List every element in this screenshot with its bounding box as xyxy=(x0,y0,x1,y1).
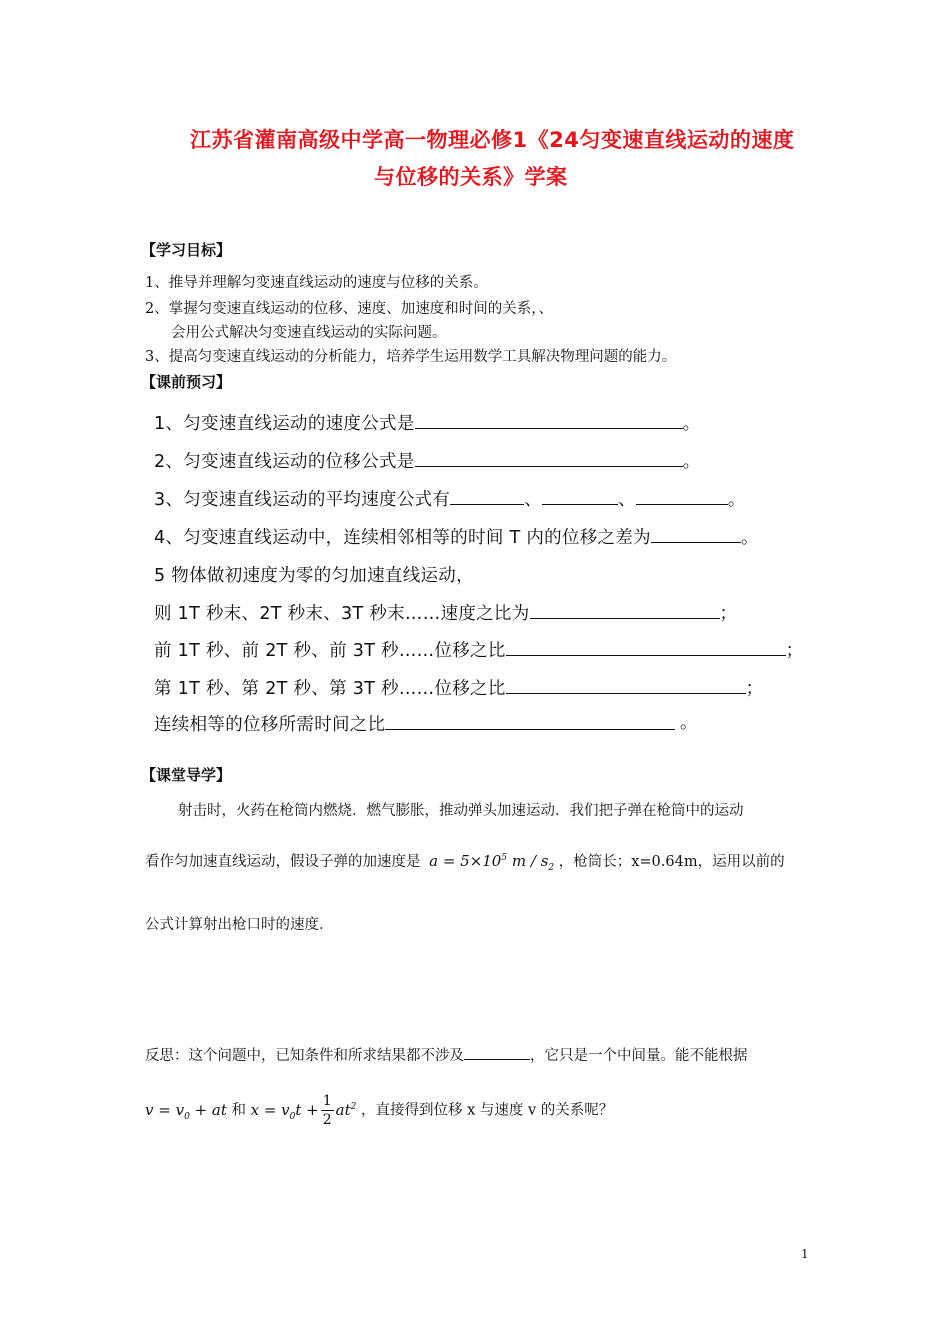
answer-blank[interactable] xyxy=(464,1045,530,1061)
preview-question-5: 5 物体做初速度为零的匀加速直线运动， xyxy=(154,566,474,586)
acceleration-formula: $a = 5\times 10^5$ m / $s_2$ xyxy=(429,852,555,873)
question-text: 4、匀变速直线运动中，连续相邻相等的时间 T 内的位移之差为 xyxy=(154,528,651,548)
goal-item: 1、推导并理解匀变速直线运动的速度与位移的关系。 xyxy=(145,275,488,291)
paragraph-text: 看作匀加速直线运动，假设子弹的加速度是 xyxy=(145,854,421,870)
answer-blank[interactable] xyxy=(415,411,683,430)
preview-heading: 【课前预习】 xyxy=(141,373,232,391)
answer-blank[interactable] xyxy=(506,676,746,695)
punct: 。 xyxy=(682,452,701,472)
goal-item: 3、提高匀变速直线运动的分析能力，培养学生运用数学工具解决物理问题的能力。 xyxy=(145,349,677,365)
punct: ； xyxy=(719,604,738,624)
punct: ； xyxy=(745,679,764,699)
punct: 。 xyxy=(680,713,698,733)
punct: 。 xyxy=(740,528,759,548)
preview-question-3 xyxy=(154,486,746,511)
fraction-one-half: $\frac{1}{2}$ xyxy=(322,1093,332,1128)
punct: 。 xyxy=(727,490,746,510)
reflection-line2 xyxy=(145,1092,613,1129)
answer-blank[interactable] xyxy=(385,712,675,731)
paragraph-text: ，直接得到位移 x 与速度 v 的关系呢？ xyxy=(361,1102,614,1119)
answer-blank[interactable] xyxy=(542,487,618,506)
question-text: 则 1T 秒末、2T 秒末、3T 秒末……速度之比为 xyxy=(154,604,530,624)
paragraph-text: 反思：这个问题中，已知条件和所求结果都不涉及 xyxy=(145,1048,464,1064)
document-title-line2: 与位移的关系》学案 xyxy=(374,165,568,189)
answer-blank[interactable] xyxy=(506,638,786,657)
punct: 、 xyxy=(618,490,636,510)
guide-paragraph-line2 xyxy=(145,850,785,873)
answer-blank[interactable] xyxy=(530,601,720,620)
answer-blank[interactable] xyxy=(636,487,728,506)
question-text: 1、匀变速直线运动的速度公式是 xyxy=(154,414,415,434)
preview-question-5d xyxy=(154,711,675,736)
preview-question-2 xyxy=(154,448,700,473)
preview-question-5b xyxy=(154,637,803,662)
reflection-line1 xyxy=(145,1044,748,1065)
question-text: 连续相等的位移所需时间之比 xyxy=(154,715,386,735)
goals-heading: 【学习目标】 xyxy=(141,241,232,259)
punct: 。 xyxy=(682,414,701,434)
punct: 、 xyxy=(524,490,543,510)
displacement-formula: $x = v_0t$ + $\frac{1}{2}$ $at^2$ xyxy=(250,1093,357,1128)
guide-heading: 【课堂导学】 xyxy=(141,766,232,784)
paragraph-text: ，它只是一个中间量。能不能根据 xyxy=(530,1048,748,1064)
punct: ； xyxy=(785,641,804,661)
guide-paragraph-line3: 公式计算射出枪口时的速度． xyxy=(145,917,334,933)
conjunction-text: 和 xyxy=(231,1102,246,1119)
answer-blank[interactable] xyxy=(415,449,683,468)
answer-blank[interactable] xyxy=(450,487,524,506)
goal-item: 会用公式解决匀变速直线运动的实际问题。 xyxy=(171,325,447,341)
preview-question-5c xyxy=(154,675,763,700)
goal-item: 2、掌握匀变速直线运动的位移、速度、加速度和时间的关系，、 xyxy=(145,301,553,317)
question-text: 第 1T 秒、第 2T 秒、第 3T 秒……位移之比 xyxy=(154,679,506,699)
velocity-formula: $v = v_0$ + at xyxy=(145,1100,227,1122)
page-number: 1 xyxy=(801,1247,809,1261)
guide-paragraph-line1: 射击时，火药在枪筒内燃烧．燃气膨胀，推动弹头加速运动．我们把子弹在枪筒中的运动 xyxy=(178,803,744,819)
answer-blank[interactable] xyxy=(651,525,741,544)
document-title-line1: 江苏省灌南高级中学高一物理必修1《24匀变速直线运动的速度 xyxy=(190,128,795,152)
question-text: 3、匀变速直线运动的平均速度公式有 xyxy=(154,490,451,510)
paragraph-text: ，枪筒长；x=0.64m，运用以前的 xyxy=(558,854,785,870)
preview-question-5a xyxy=(154,600,737,625)
question-text: 前 1T 秒、前 2T 秒、前 3T 秒……位移之比 xyxy=(154,641,506,661)
question-text: 2、匀变速直线运动的位移公式是 xyxy=(154,452,415,472)
preview-question-4 xyxy=(154,524,759,549)
preview-question-1 xyxy=(154,410,700,435)
